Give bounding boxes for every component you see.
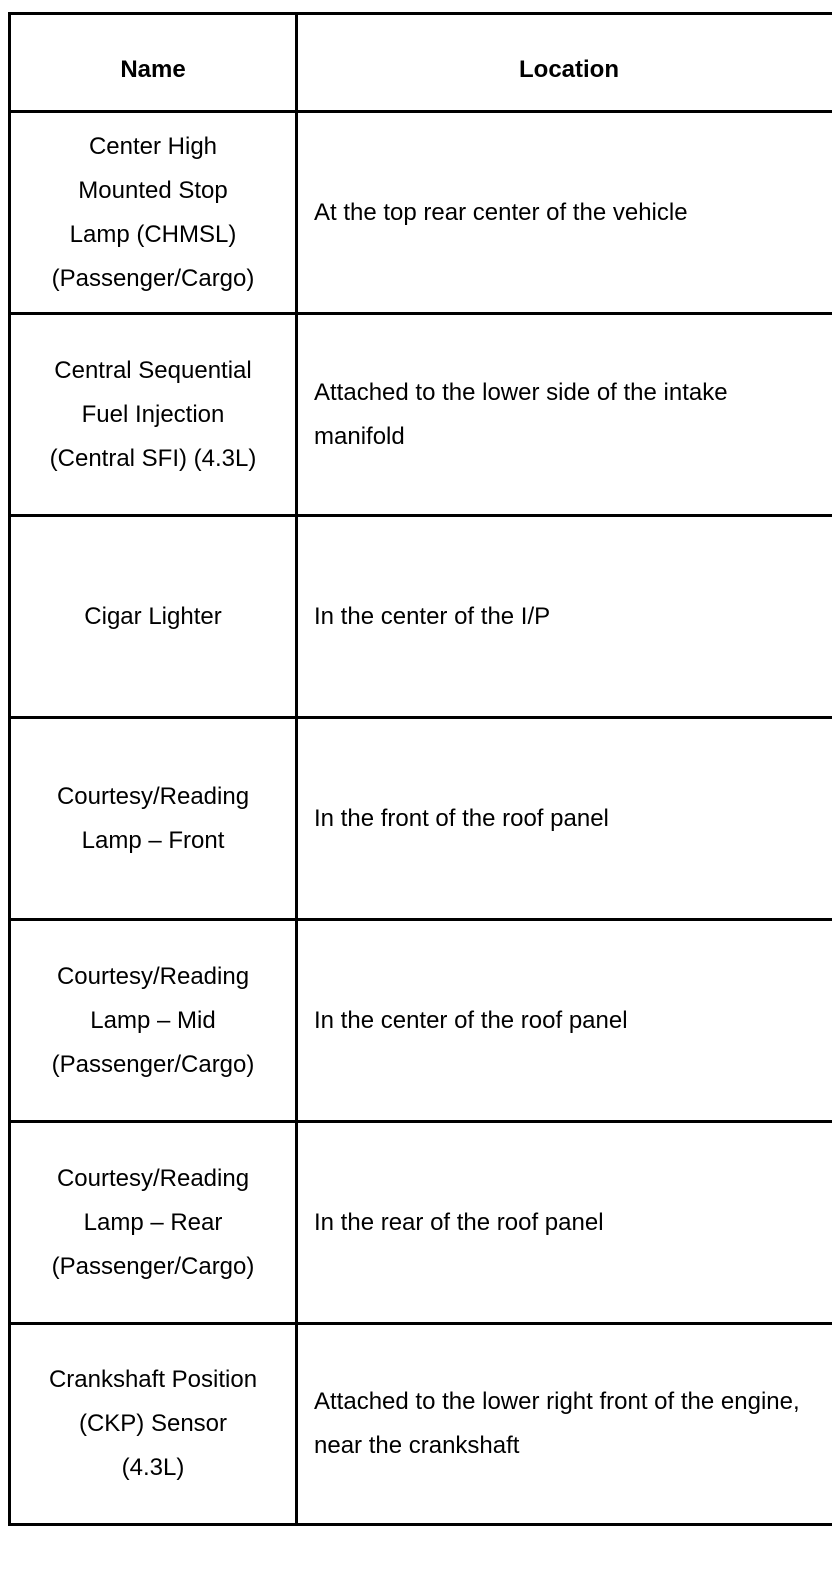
component-name-line: Central Sequential (54, 356, 252, 384)
component-name-line: (Passenger/Cargo) (51, 1050, 255, 1078)
component-name-line: (Passenger/Cargo) (51, 1252, 255, 1280)
component-name-line: Fuel Injection (81, 400, 225, 428)
component-name-line: Courtesy/Reading (56, 1164, 250, 1192)
component-name-cell (10, 314, 297, 516)
table-row (10, 112, 832, 314)
component-name-line: Mounted Stop (78, 176, 228, 204)
table-row (10, 1122, 832, 1324)
component-location-cell: Attached to the lower right front of the engine, near the crankshaft (297, 1324, 832, 1525)
component-name-line: Cigar Lighter (84, 602, 222, 630)
table-row (10, 920, 832, 1122)
column-header-name: Name (10, 14, 297, 112)
component-name-cell (10, 516, 297, 718)
table-row (10, 1324, 832, 1525)
column-header-location: Location (297, 14, 832, 112)
component-name-line: Lamp – Mid (90, 1006, 216, 1034)
component-name-line: (CKP) Sensor (78, 1410, 228, 1437)
table-header-row (10, 14, 832, 112)
component-name-cell (10, 112, 297, 314)
component-name-line: (Passenger/Cargo) (51, 264, 255, 292)
table-row (10, 516, 832, 718)
table-body (10, 112, 832, 1525)
component-name-cell (10, 1324, 297, 1525)
component-name-line: Courtesy/Reading (56, 962, 250, 990)
table-row (10, 718, 832, 920)
component-name-cell (10, 920, 297, 1122)
component-name-cell (10, 1122, 297, 1324)
component-location-cell: In the center of the roof panel (297, 920, 832, 1122)
component-name-line: Courtesy/Reading (56, 782, 250, 810)
component-name-cell (10, 718, 297, 920)
component-name-line: Lamp (CHMSL) (69, 220, 237, 248)
component-location-cell: In the center of the I/P (297, 516, 832, 718)
component-name-line: (4.3L) (121, 1454, 185, 1481)
component-name-line: Lamp – Front (81, 826, 225, 854)
component-name-line: Lamp – Rear (83, 1208, 223, 1236)
component-location-table (8, 12, 832, 1526)
table-row (10, 314, 832, 516)
component-name-line: (Central SFI) (4.3L) (49, 444, 257, 472)
component-location-cell: In the rear of the roof panel (297, 1122, 832, 1324)
component-location-cell: In the front of the roof panel (297, 718, 832, 920)
component-location-cell: At the top rear center of the vehicle (297, 112, 832, 314)
component-location-cell: Attached to the lower side of the intake manifold (297, 314, 832, 516)
component-name-line: Crankshaft Position (48, 1366, 258, 1393)
component-name-line: Center High (88, 132, 218, 160)
